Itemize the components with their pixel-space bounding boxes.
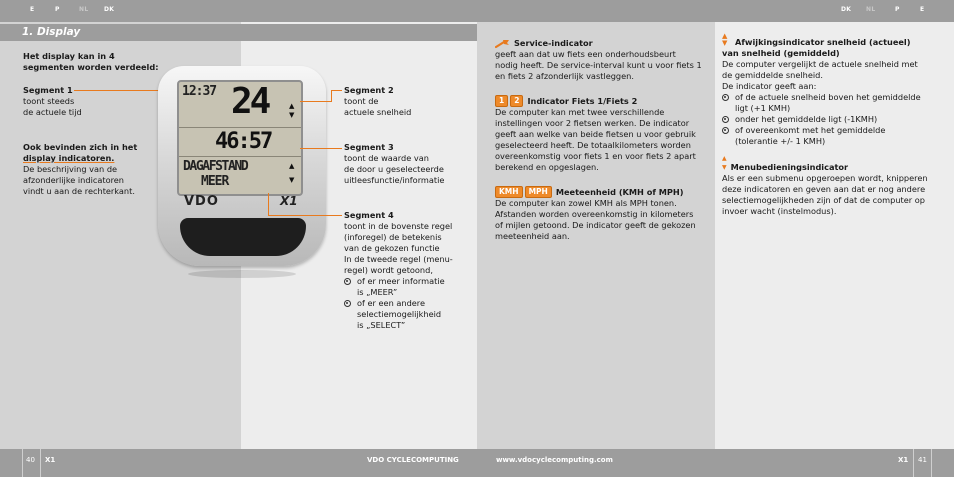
top-bar (0, 0, 954, 22)
menu-indicator-block (722, 155, 952, 217)
menu-title: Menubedieningsindicator (730, 162, 849, 172)
footer-url: www.vdocyclecomputing.com (496, 456, 613, 464)
bullet-text: is „SELECT” (357, 320, 406, 330)
deviation-line: De computer vergelijkt de actuele snelheid met (722, 59, 918, 69)
deviation-indicator-block (722, 33, 948, 147)
segment-1-line: toont steeds (23, 96, 75, 106)
unit-title: Meeteenheid (KMH of MPH) (555, 186, 684, 197)
deviation-bullet (722, 114, 948, 125)
wrench-icon (495, 39, 511, 49)
kmh-badge: KMH (495, 186, 523, 198)
bullet-text: (tolerantie +/- 1 KMH) (735, 136, 826, 146)
device-model: X1 (280, 194, 298, 208)
indicators-text: vindt u aan de rechterkant. (23, 186, 135, 196)
intro-text: Het display kan in 4 segmenten worden verdeeld: (23, 51, 159, 72)
footer-divider (931, 449, 932, 477)
lcd-speed: 24 (231, 81, 269, 122)
device-button (180, 218, 306, 256)
cycle-computer-device (158, 66, 326, 278)
segment-3-line: de door u geselecteerde (344, 164, 444, 174)
segment-2-block (344, 85, 411, 118)
segment-3-block (344, 142, 444, 186)
segment-4-line: (inforegel) de betekenis (344, 232, 442, 242)
bike-1-badge: 1 (495, 95, 508, 107)
lang-p-right: P (895, 6, 900, 13)
bullet-text: of overeenkomt met het gemiddelde (735, 125, 886, 135)
unit-line: Afstanden worden overeenkomstig in kilometers (495, 209, 694, 219)
footer-brand: VDO CYCLECOMPUTING (367, 456, 459, 464)
bike-line: geeft aan welke van beide fietsen u voor gebruik (495, 129, 696, 139)
lang-dk-right: DK (841, 6, 852, 13)
lcd-divider (179, 156, 301, 157)
indicators-title: Ook bevinden zich in het (23, 142, 138, 152)
lcd-time: 12:37 (182, 84, 217, 99)
segment-4-pointer (268, 215, 342, 216)
bike-line: geselecteerd heeft. De totaalkilometers worden (495, 140, 691, 150)
deviation-title: van snelheid (gemiddeld) (722, 48, 840, 58)
device-brand-logo: VDO (184, 194, 219, 209)
segment-2-pointer (331, 90, 342, 91)
lcd-up-arrow-icon: ▲ (289, 102, 295, 110)
unit-line: De computer kan zowel KMH als MPH tonen. (495, 198, 677, 208)
segment-1-block (23, 85, 82, 118)
service-line: en fiets 2 afzonderlijk vastleggen. (495, 71, 634, 81)
lcd-menu-down-icon: ▼ (289, 176, 295, 184)
segment-1-line: de actuele tijd (23, 107, 82, 117)
bullet-text: of er een andere (357, 298, 426, 308)
deviation-bullet (722, 125, 948, 147)
segment-4-line: In de tweede regel (menu- (344, 254, 453, 264)
lcd-menu-up-icon: ▲ (289, 162, 295, 170)
indicators-text: De beschrijving van de (23, 164, 118, 174)
lcd-screen (177, 80, 303, 196)
service-line: nodig heeft. De service-interval kunt u voor fiets 1 (495, 60, 702, 70)
service-line: geeft aan dat uw fiets een onderhoudsbeurt (495, 49, 676, 59)
segment-4-pointer (268, 193, 269, 215)
footer-divider (40, 449, 41, 477)
section-title: 1. Display (22, 26, 81, 38)
lang-p: P (55, 6, 60, 13)
menu-line: invoer wacht (instelmodus). (722, 206, 837, 216)
bullet-text: of er meer informatie (357, 276, 445, 286)
service-title: Service-indicator (514, 38, 593, 48)
lang-e-right: E (920, 6, 925, 13)
segment-3-title: Segment 3 (344, 142, 394, 152)
lang-e: E (30, 6, 35, 13)
deviation-line: de gemiddelde snelheid. (722, 70, 823, 80)
lcd-distance: 46:57 (215, 129, 272, 154)
indicators-note (23, 142, 137, 197)
page-number-left: 40 (26, 456, 35, 464)
bullet-icon (722, 116, 729, 123)
segment-2-title: Segment 2 (344, 85, 394, 95)
bike-line: De computer kan met twee verschillende (495, 107, 665, 117)
segment-4-line: regel) wordt getoond, (344, 265, 433, 275)
indicators-title: display indicatoren. (23, 153, 115, 163)
lcd-divider (179, 127, 301, 128)
footer-model-right: X1 (898, 456, 909, 464)
footer-divider (913, 449, 914, 477)
lcd-down-arrow-icon: ▼ (289, 111, 295, 119)
bullet-text: ligt (+1 KMH) (735, 103, 791, 113)
segment-4-line: toont in de bovenste regel (344, 221, 453, 231)
unit-line: of mijlen getoond. De indicator geeft de gekozen (495, 220, 696, 230)
bike-2-badge: 2 (510, 95, 523, 107)
unit-indicator-block (495, 186, 709, 242)
bullet-text: selectiemogelijkheid (357, 309, 442, 319)
bullet-text: is „MEER” (357, 287, 398, 297)
deviation-line: De indicator geeft aan: (722, 81, 817, 91)
bullet-text: of de actuele snelheid boven het gemiddelde (735, 92, 921, 102)
segment-3-line: toont de waarde van (344, 153, 429, 163)
segment-2-line: actuele snelheid (344, 107, 412, 117)
bike-line: berekend en opgeslagen. (495, 162, 599, 172)
bullet-icon (344, 278, 351, 285)
footer-bar (0, 449, 954, 477)
unit-line: meeteenheid aan. (495, 231, 570, 241)
footer-divider (22, 449, 23, 477)
segment-4-line: van de gekozen functie (344, 243, 440, 253)
segment-4-bullet (344, 276, 474, 298)
deviation-bullet (722, 92, 948, 114)
indicators-text: afzonderlijke indicatoren (23, 175, 124, 185)
segment-2-line: toont de (344, 96, 379, 106)
mph-badge: MPH (525, 186, 552, 198)
lang-dk: DK (104, 6, 115, 13)
bullet-icon (722, 127, 729, 134)
deviation-title: Afwijkingsindicator snelheid (actueel) (735, 37, 911, 47)
segment-2-pointer (300, 101, 332, 102)
bike-line: instellingen voor 2 fietsen werken. De indicator (495, 118, 690, 128)
segment-3-line: uitleesfunctie/informatie (344, 175, 445, 185)
segment-4-block (344, 210, 474, 331)
bike-title: Indicator Fiets 1/Fiets 2 (527, 95, 638, 106)
service-indicator-block (495, 38, 709, 82)
bullet-text: onder het gemiddelde ligt (-1KMH) (735, 114, 878, 124)
menu-line: selectiemogelijkheden zijn of dat de computer op (722, 195, 925, 205)
lang-nl-right: NL (866, 6, 876, 13)
bike-line: overeenkomstig voor fiets 1 en voor fiets 2 apart (495, 151, 696, 161)
menu-line: deze indicatoren en geven aan dat er nog andere (722, 184, 926, 194)
bike-indicator-block (495, 95, 709, 173)
bullet-icon (722, 94, 729, 101)
page-number-right: 41 (918, 456, 927, 464)
menu-up-arrow-icon: ▲ (722, 155, 727, 162)
section-header (0, 24, 477, 41)
segment-3-pointer (300, 148, 342, 149)
segment-4-title: Segment 4 (344, 210, 394, 220)
segment-4-bullet (344, 298, 474, 331)
footer-model-left: X1 (45, 456, 56, 464)
lcd-menu-line: MEER (201, 174, 229, 189)
up-down-arrow-icon: ▲ ▼ (722, 32, 728, 47)
device-shadow (188, 270, 296, 278)
segment-1-title: Segment 1 (23, 85, 73, 95)
lcd-info-line: DAGAFSTAND (183, 159, 248, 174)
bullet-icon (344, 300, 351, 307)
lang-nl: NL (79, 6, 89, 13)
menu-down-arrow-icon: ▼ (722, 163, 727, 171)
menu-line: Als er een submenu opgeroepen wordt, knipperen (722, 173, 928, 183)
